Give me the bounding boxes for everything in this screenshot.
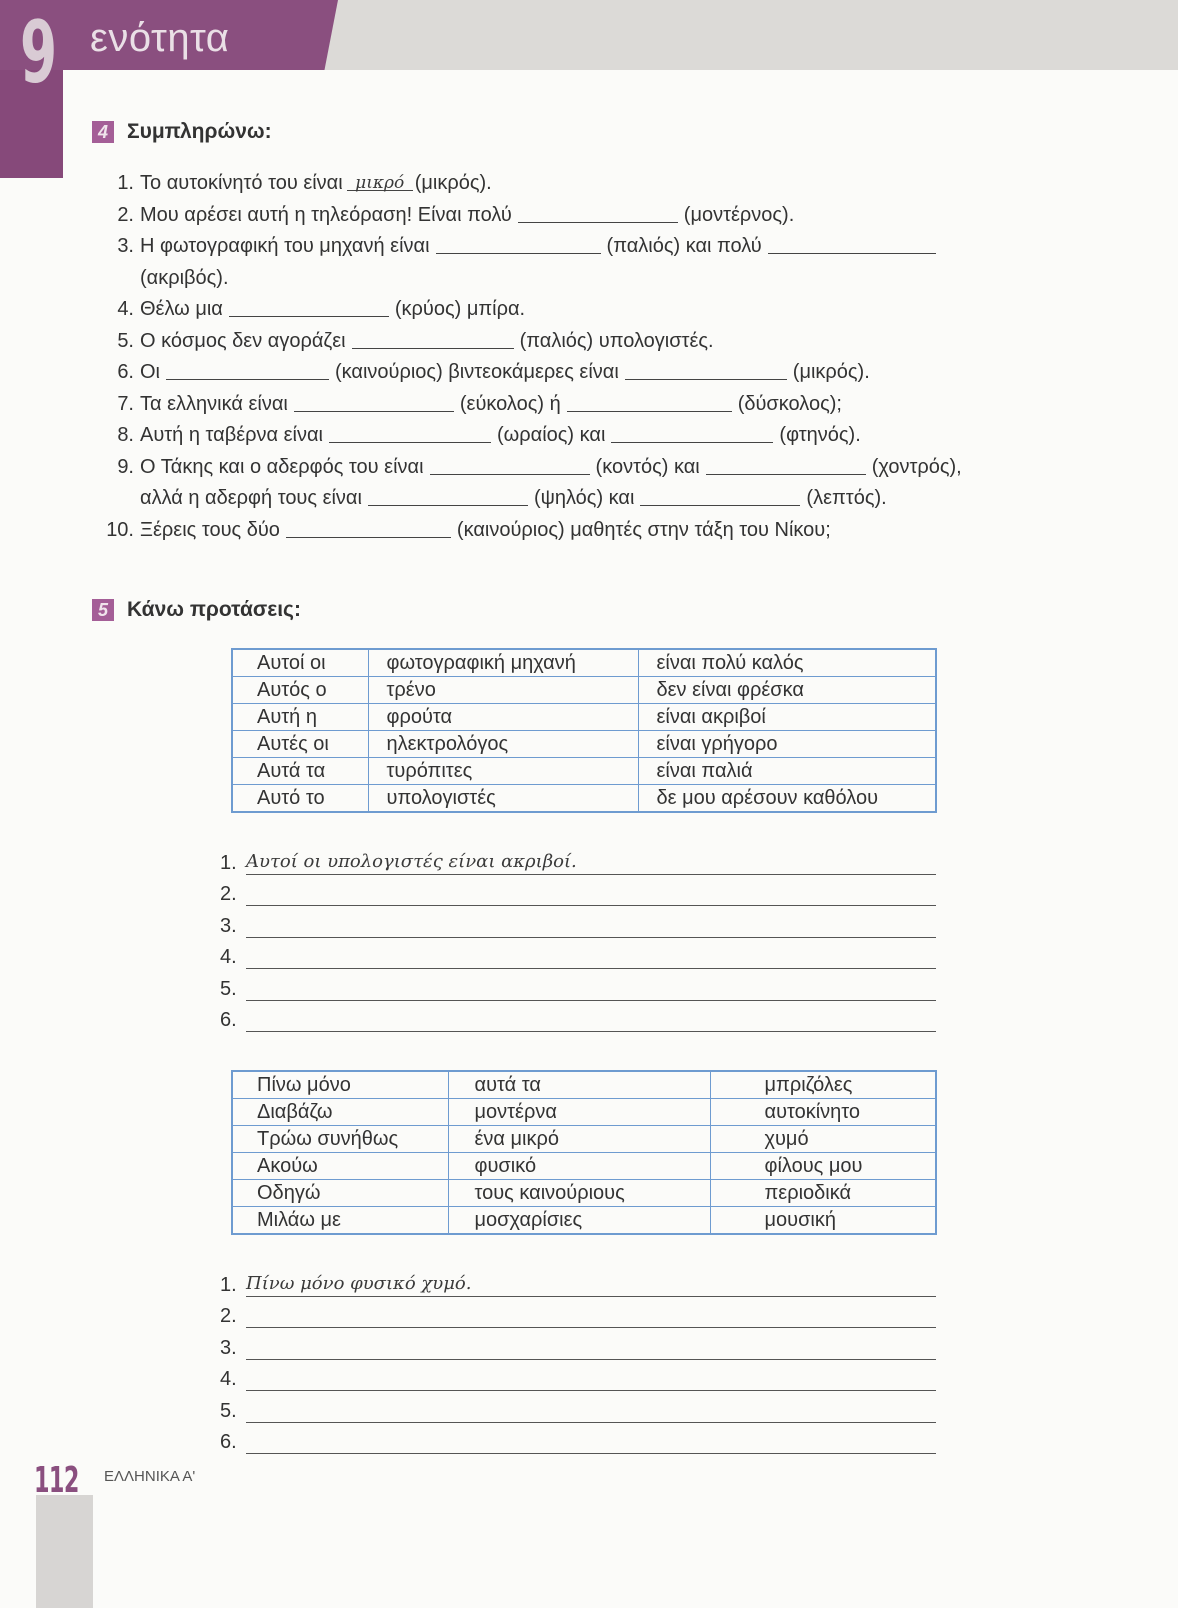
sentence-text: Το αυτοκίνητό του είναι [140,172,343,194]
answer-field[interactable] [246,1007,936,1032]
table-cell: δε μου αρέσουν καθόλου [638,785,936,813]
table-cell: Διαβάζω [232,1099,448,1126]
sentence-9-cont [104,483,1084,515]
sentence-7 [104,389,1084,421]
table-cell: δεν είναι φρέσκα [638,677,936,704]
sentence-text: (καινούριος) μαθητές στην τάξη του Νίκου; [456,518,831,541]
answer-blank[interactable] [329,420,491,443]
table-cell: είναι πολύ καλός [638,649,936,677]
table-cell: είναι γρήγορο [638,731,936,758]
table-cell: Μιλάω με [232,1207,448,1235]
table-cell: περιοδικά [710,1180,936,1207]
exercise-number-badge: 4 [92,121,114,143]
table-cell: φίλους μου [710,1153,936,1180]
table-cell: Οδηγώ [232,1180,448,1207]
sentence-text: (μοντέρνος). [683,203,795,226]
answer-line [220,906,936,938]
exercise-4-heading [92,120,272,144]
table-cell: Τρώω συνήθως [232,1126,448,1153]
table-row [232,1099,936,1126]
sentence-text: (εύκολος) ή [459,392,561,415]
item-number: 2. [220,883,237,905]
table-cell: Πίνω μόνο [232,1071,448,1099]
sentence-2 [104,200,1084,232]
answer-line [220,875,936,907]
answer-field[interactable] [246,881,936,906]
answer-blank[interactable]: μικρό [347,168,413,191]
answer-field[interactable] [246,1303,936,1328]
answer-blank[interactable] [518,200,678,223]
answer-field[interactable] [246,976,936,1001]
table-cell: ηλεκτρολόγος [368,731,638,758]
answer-field[interactable]: Πίνω μόνο φυσικό χυμό. [246,1272,936,1297]
answer-line [220,1265,936,1297]
answer-blank[interactable] [768,231,936,254]
answer-line [220,1360,936,1392]
sentence-text: (παλιός) και πολύ [606,235,762,257]
unit-title: ενότητα [90,16,230,60]
sentence-5 [104,326,1084,358]
sentence-text: (καινούριος) βιντεοκάμερες είναι [335,361,619,383]
sentence-6 [104,357,1084,389]
answer-blank[interactable] [640,483,800,506]
table-cell: Αυτό το [232,785,368,813]
item-number: 1. [220,1273,237,1296]
sentence-text: (ψηλός) και [533,487,635,509]
sentence-1 [104,168,1084,200]
book-title: ΕΛΛΗΝΙΚΑ Α' [104,1468,196,1485]
item-number: 2. [117,203,134,226]
sentence-text: (φτηνός). [779,424,861,446]
table-row [232,758,936,785]
answer-blank[interactable] [436,231,601,254]
sentence-text: Η φωτογραφική του μηχανή είναι [140,235,430,257]
answer-blank[interactable] [166,357,329,380]
table-cell: ένα μικρό [448,1126,710,1153]
sentence-text: Μου αρέσει αυτή η τηλεόραση! Είναι πολύ [140,203,512,226]
answer-blank[interactable] [229,294,389,317]
sentence-text: (μικρός). [792,361,870,383]
table-cell: είναι παλιά [638,758,936,785]
table-cell: αυτοκίνητο [710,1099,936,1126]
answer-blank[interactable] [294,389,454,412]
page-number: 112 [34,1460,79,1501]
table-cell: τρένο [368,677,638,704]
answer-field[interactable] [246,1366,936,1391]
table-row [232,1126,936,1153]
answer-field[interactable] [246,1335,936,1360]
table-cell: φωτογραφική μηχανή [368,649,638,677]
answer-line [220,938,936,970]
sentence-text: (ακριβός). [140,266,229,289]
answer-lines-1 [220,843,936,1032]
item-number: 4. [220,1368,237,1390]
sentence-text: Αυτή η ταβέρνα είναι [140,424,323,446]
table-cell: μπριζόλες [710,1071,936,1099]
sentence-text: αλλά η αδερφή τους είναι [140,487,362,509]
sentence-text: (χοντρός), [871,455,962,478]
table-row [232,704,936,731]
item-number: 8. [117,424,134,446]
sentence-text: Ο κόσμος δεν αγοράζει [140,329,346,352]
answer-blank[interactable] [567,389,732,412]
item-number: 10. [106,518,134,541]
sentence-3 [104,231,1084,263]
item-number: 4. [117,298,134,320]
answer-line [220,1391,936,1423]
item-number: 4. [220,946,237,968]
table-cell: Αυτοί οι [232,649,368,677]
answer-field[interactable] [246,944,936,969]
exercise-title: Κάνω προτάσεις: [127,598,301,621]
item-number: 6. [220,1009,237,1031]
answer-line [220,1001,936,1033]
sentence-3-cont [104,263,1084,295]
table-row [232,785,936,813]
answer-blank[interactable] [611,420,773,443]
sentence-text: (ωραίος) και [497,424,606,446]
table-row [232,677,936,704]
table-cell: φρούτα [368,704,638,731]
answer-blank[interactable] [430,452,590,475]
sentence-9 [104,452,1084,484]
table-row [232,1180,936,1207]
sentence-text: (κοντός) και [595,455,700,478]
item-number: 3. [220,1336,237,1359]
answer-lines-2 [220,1265,936,1454]
footer-tab [36,1495,93,1608]
exercise-title: Συμπληρώνω: [127,120,272,143]
table-cell: μουσική [710,1207,936,1235]
answer-blank[interactable] [625,357,787,380]
table-cell: Αυτά τα [232,758,368,785]
item-number: 1. [117,172,134,194]
answer-line [220,1328,936,1360]
table-cell: είναι ακριβοί [638,704,936,731]
answer-line [220,843,936,875]
unit-number: 9 [20,3,58,103]
answer-field[interactable] [246,1398,936,1423]
item-number: 5. [220,977,237,1000]
exercise-number-badge: 5 [92,599,114,621]
sentence-text: Οι [140,361,160,383]
answer-field[interactable]: Αυτοί οι υπολογιστές είναι ακριβοί. [246,850,936,875]
item-number: 6. [117,361,134,383]
sentence-text: Ο Τάκης και ο αδερφός του είναι [140,455,424,478]
sentence-text: Θέλω μια [140,298,223,320]
answer-blank[interactable] [368,483,528,506]
answer-field[interactable] [246,913,936,938]
answer-field[interactable] [246,1429,936,1454]
sentence-text: (δύσκολος); [737,392,842,415]
item-number: 3. [117,235,134,257]
sentence-text: (μικρός). [414,172,492,194]
answer-blank[interactable] [706,452,866,475]
table-row [232,649,936,677]
item-number: 1. [220,851,237,874]
table-cell: φυσικό [448,1153,710,1180]
table-cell: Αυτές οι [232,731,368,758]
answer-line [220,1423,936,1455]
table-cell: μοντέρνα [448,1099,710,1126]
word-table-2 [231,1070,937,1235]
table-cell: υπολογιστές [368,785,638,813]
sentence-text: (κρύος) μπίρα. [394,298,526,320]
table-cell: Αυτή η [232,704,368,731]
table-cell: χυμό [710,1126,936,1153]
table-cell: τυρόπιτες [368,758,638,785]
sentence-text: Τα ελληνικά είναι [140,392,288,415]
item-number: 5. [117,329,134,352]
table-row [232,1207,936,1235]
exercise-5-heading [92,598,301,622]
table-cell: τους καινούριους [448,1180,710,1207]
sentence-text: Ξέρεις τους δύο [140,518,280,541]
sentence-8 [104,420,1084,452]
table-cell: Ακούω [232,1153,448,1180]
table-cell: Αυτός ο [232,677,368,704]
item-number: 9. [117,455,134,478]
item-number: 2. [220,1305,237,1327]
answer-line [220,1297,936,1329]
sentence-4 [104,294,1084,326]
item-number: 3. [220,914,237,937]
answer-blank[interactable] [286,515,451,538]
item-number-empty [104,263,134,295]
table-row [232,731,936,758]
table-row [232,1071,936,1099]
sentence-10 [104,515,1084,547]
sentence-text: (παλιός) υπολογιστές. [519,329,714,352]
item-number: 7. [117,392,134,415]
item-number: 5. [220,1399,237,1422]
sentence-text: (λεπτός). [806,487,887,509]
table-cell: μοσχαρίσιες [448,1207,710,1235]
answer-blank[interactable] [352,326,514,349]
word-table-1 [231,648,937,813]
answer-line [220,969,936,1001]
table-row [232,1153,936,1180]
fill-in-sentences [104,168,1084,546]
item-number: 6. [220,1431,237,1453]
table-cell: αυτά τα [448,1071,710,1099]
item-number-empty [104,483,134,515]
